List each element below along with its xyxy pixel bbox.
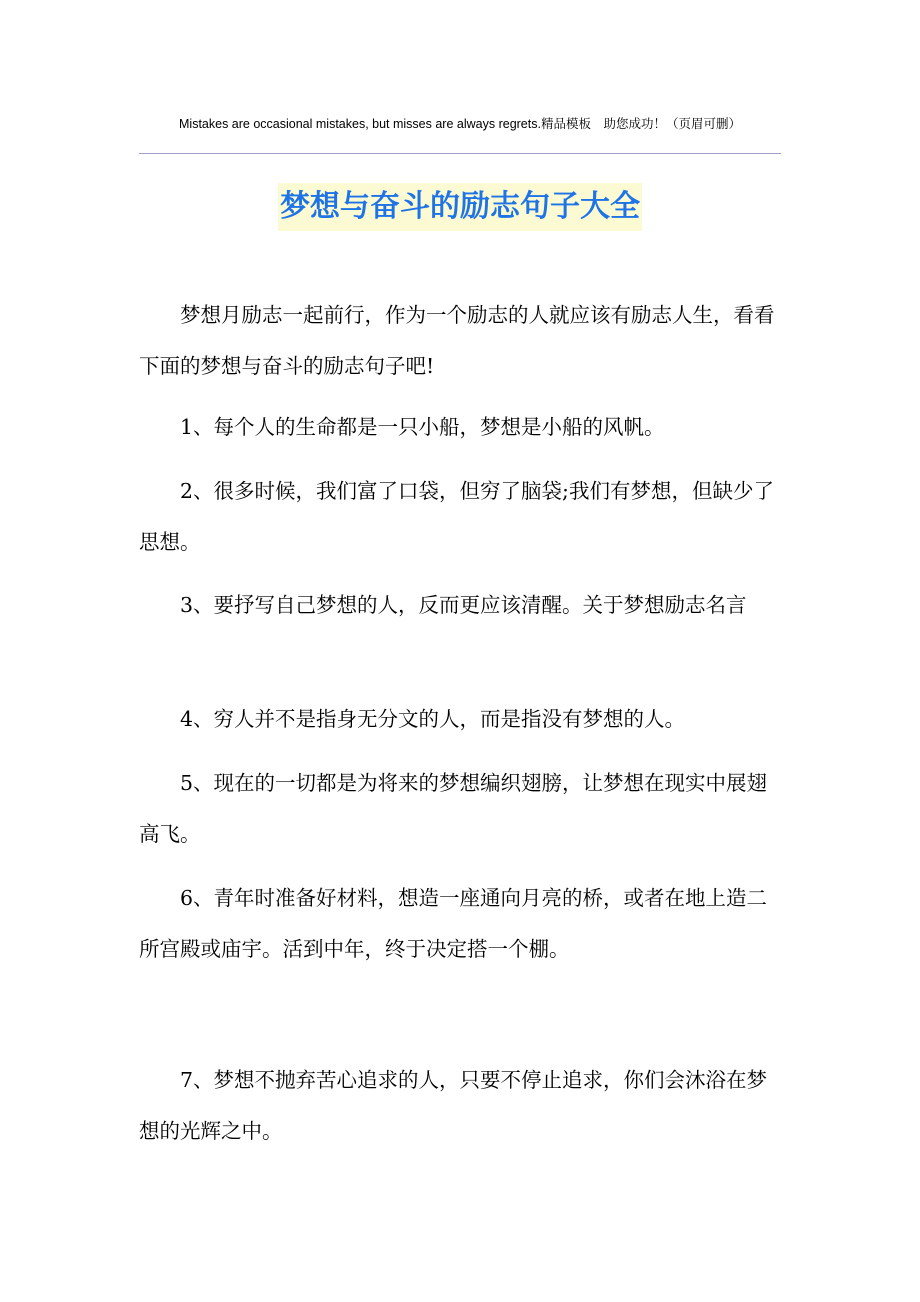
quote-block-4 [139,694,781,745]
intro-block [139,290,781,392]
title-container [0,183,920,231]
quote-item-5: 5、现在的一切都是为将来的梦想编织翅膀，让梦想在现实中展翅高飞。 [139,771,768,846]
quote-item-3: 3、要抒写自己梦想的人，反而更应该清醒。关于梦想励志名言 [180,593,747,617]
quote-block-5 [139,758,781,860]
quote-block-2 [139,466,781,568]
page-header [139,112,781,154]
header-text: Mistakes are occasional mistakes, but misses are always regrets.精品模板 助您成功！（页眉可删） [179,117,741,131]
intro-paragraph: 梦想月励志一起前行，作为一个励志的人就应该有励志人生，看看下面的梦想与奋斗的励志句子吧! [139,303,775,378]
quote-block-6 [139,873,781,975]
quote-block-7 [139,1055,781,1157]
quote-block-1 [139,402,781,453]
quote-item-7: 7、梦想不抛弃苦心追求的人，只要不停止追求，你们会沐浴在梦想的光辉之中。 [139,1068,768,1143]
document-title: 梦想与奋斗的励志句子大全 [278,183,642,231]
quote-item-6: 6、青年时准备好材料，想造一座通向月亮的桥，或者在地上造二所宫殿或庙宇。活到中年，终于决定搭一个棚。 [139,886,768,961]
quote-block-3 [139,580,781,631]
quote-item-1: 1、每个人的生命都是一只小船，梦想是小船的风帆。 [180,415,665,439]
quote-item-2: 2、很多时候，我们富了口袋，但穷了脑袋;我们有梦想，但缺少了思想。 [139,479,774,554]
quote-item-4: 4、穷人并不是指身无分文的人，而是指没有梦想的人。 [180,707,686,731]
